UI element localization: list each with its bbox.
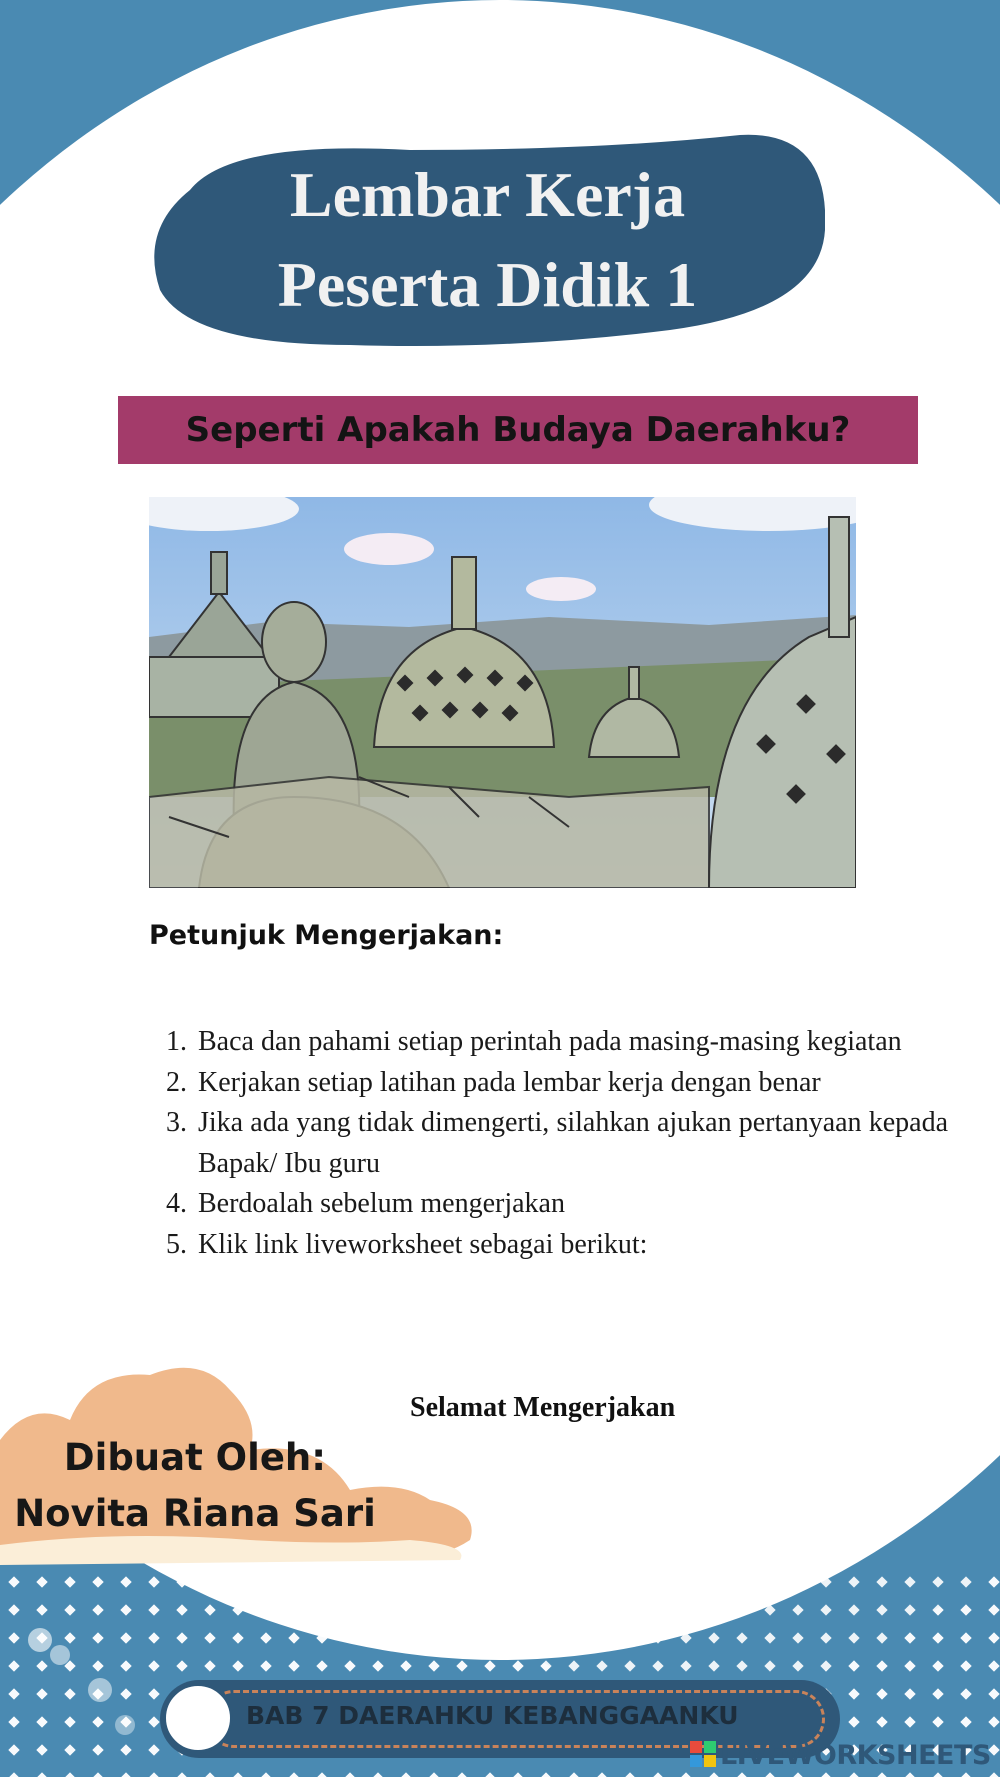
liveworksheets-logo-icon [690, 1741, 716, 1769]
brand-text: LIVEWORKSHEETS [720, 1739, 991, 1771]
page-title [150, 150, 825, 330]
title-line-1: Lembar Kerja [289, 159, 686, 230]
list-item-number: 1. [166, 1026, 187, 1057]
list-item-text: Berdoalah sebelum mengerjakan [198, 1188, 565, 1219]
author-label: Dibuat Oleh: [63, 1436, 327, 1479]
closing-text: Selamat Mengerjakan [410, 1392, 676, 1423]
chapter-circle-icon [163, 1683, 233, 1753]
title-line-2: Peserta Didik 1 [277, 249, 698, 320]
list-item [166, 1103, 948, 1184]
list-item-text: Kerjakan setiap latihan pada lembar kerja dengan benar [198, 1066, 821, 1098]
list-item [166, 1225, 948, 1266]
instructions-list [166, 1022, 948, 1265]
list-item-number: 2. [166, 1066, 187, 1098]
instructions-heading: Petunjuk Mengerjakan: [149, 920, 504, 951]
borobudur-temple-illustration [149, 497, 856, 888]
author-name: Novita Riana Sari [14, 1492, 376, 1535]
list-item-text: Klik link liveworksheet sebagai berikut: [198, 1228, 648, 1260]
list-item-text: Jika ada yang tidak dimengerti, silahkan ajukan pertanyaan kepada Bapak/ Ibu guru [198, 1107, 948, 1179]
list-item [166, 1184, 948, 1225]
list-item-number: 4. [166, 1188, 187, 1219]
subtitle-text: Seperti Apakah Budaya Daerahku? [185, 410, 851, 450]
chapter-title: BAB 7 DAERAHKU KEBANGGAANKU [246, 1701, 739, 1730]
list-item [166, 1022, 948, 1063]
list-item-number: 3. [166, 1107, 187, 1138]
list-item-number: 5. [166, 1228, 187, 1260]
subtitle-bar [118, 396, 918, 464]
list-item [166, 1063, 948, 1104]
list-item-text: Baca dan pahami setiap perintah pada masing-masing kegiatan [198, 1026, 902, 1057]
author-block [0, 1430, 390, 1542]
liveworksheets-brand[interactable] [690, 1738, 991, 1772]
